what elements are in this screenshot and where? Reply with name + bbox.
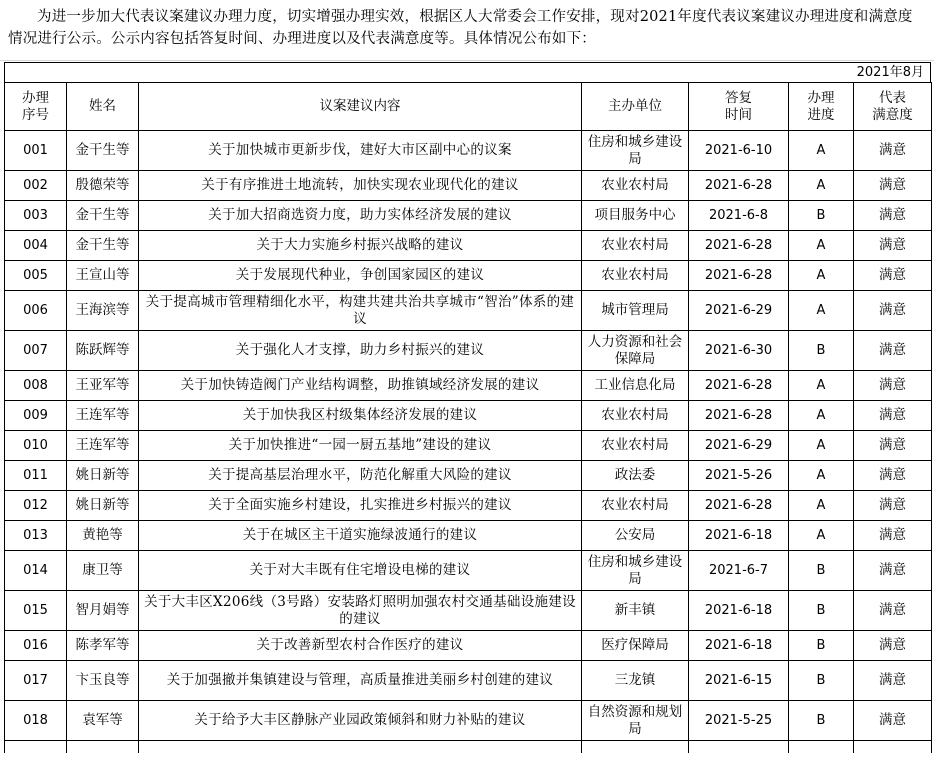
row-name: 王宣山等	[67, 261, 139, 291]
row-seq: 018	[5, 701, 67, 741]
table-body	[5, 131, 932, 754]
row-seq: 017	[5, 661, 67, 701]
row-reply-date: 2021-6-10	[689, 131, 789, 171]
row-reply-date: 2021-6-28	[689, 231, 789, 261]
row-name: 陈孝军等	[67, 631, 139, 661]
row-progress: B	[789, 661, 854, 701]
table-row	[5, 491, 932, 521]
row-seq: 014	[5, 551, 67, 591]
row-satisfaction: 满意	[854, 331, 932, 371]
row-progress: A	[789, 401, 854, 431]
row-progress: A	[789, 261, 854, 291]
row-satisfaction: 满意	[854, 591, 932, 631]
row-reply-date: 2021-6-30	[689, 331, 789, 371]
row-unit: 住房和城乡建设局	[582, 551, 689, 591]
row-reply-date: 2021-6-28	[689, 171, 789, 201]
row-reply-date: 2021-6-29	[689, 291, 789, 331]
row-content: 关于大力实施乡村振兴战略的建议	[139, 231, 582, 261]
row-reply-date: 2021-6-28	[689, 371, 789, 401]
row-unit: 项目服务中心	[582, 201, 689, 231]
table-row	[5, 701, 932, 741]
row-unit: 农业农村局	[582, 261, 689, 291]
row-progress: A	[789, 171, 854, 201]
row-reply-date: 2021-6-28	[689, 401, 789, 431]
row-content: 关于改善新型农村合作医疗的建议	[139, 631, 582, 661]
row-progress: A	[789, 131, 854, 171]
row-seq: 007	[5, 331, 67, 371]
row-seq: 002	[5, 171, 67, 201]
row-unit: 住房和城乡建设局	[582, 131, 689, 171]
row-content: 关于加大招商选资力度，助力实体经济发展的建议	[139, 201, 582, 231]
row-satisfaction: 满意	[854, 551, 932, 591]
row-satisfaction: 满意	[854, 131, 932, 171]
row-unit: 农业农村局	[582, 401, 689, 431]
row-name: 陈跃辉等	[67, 331, 139, 371]
row-unit: 人力资源和社会保障局	[582, 331, 689, 371]
row-content: 关于全面实施乡村建设，扎实推进乡村振兴的建议	[139, 491, 582, 521]
row-name: 黄艳等	[67, 521, 139, 551]
row-progress: B	[789, 701, 854, 741]
cutoff-cell	[67, 741, 139, 754]
row-reply-date: 2021-6-8	[689, 201, 789, 231]
row-progress: A	[789, 431, 854, 461]
table-header-row	[5, 83, 932, 131]
row-content: 关于加快铸造阀门产业结构调整，助推镇域经济发展的建议	[139, 371, 582, 401]
table-row	[5, 461, 932, 491]
cutoff-cell	[689, 741, 789, 754]
header-unit: 主办单位	[582, 83, 689, 131]
header-seq: 办理 序号	[5, 83, 67, 131]
row-satisfaction: 满意	[854, 461, 932, 491]
table-row	[5, 331, 932, 371]
row-progress: B	[789, 551, 854, 591]
row-name: 金干生等	[67, 201, 139, 231]
row-satisfaction: 满意	[854, 521, 932, 551]
table-row	[5, 661, 932, 701]
row-seq: 012	[5, 491, 67, 521]
row-reply-date: 2021-6-28	[689, 491, 789, 521]
row-reply-date: 2021-6-18	[689, 631, 789, 661]
row-progress: A	[789, 491, 854, 521]
header-name: 姓名	[67, 83, 139, 131]
row-unit: 工业信息化局	[582, 371, 689, 401]
row-name: 金干生等	[67, 131, 139, 171]
row-reply-date: 2021-5-25	[689, 701, 789, 741]
table-row	[5, 171, 932, 201]
row-seq: 005	[5, 261, 67, 291]
row-satisfaction: 满意	[854, 201, 932, 231]
table-row	[5, 231, 932, 261]
row-content: 关于加强撤并集镇建设与管理，高质量推进美丽乡村创建的建议	[139, 661, 582, 701]
header-satisfaction: 代表 满意度	[854, 83, 932, 131]
header-progress: 办理 进度	[789, 83, 854, 131]
row-unit: 政法委	[582, 461, 689, 491]
row-name: 康卫等	[67, 551, 139, 591]
table-row	[5, 431, 932, 461]
row-seq: 009	[5, 401, 67, 431]
row-name: 王连军等	[67, 401, 139, 431]
row-name: 卞玉良等	[67, 661, 139, 701]
row-name: 姚日新等	[67, 491, 139, 521]
row-progress: B	[789, 331, 854, 371]
cutoff-cell	[5, 741, 67, 754]
row-reply-date: 2021-6-18	[689, 591, 789, 631]
row-satisfaction: 满意	[854, 491, 932, 521]
row-content: 关于加快城市更新步伐，建好大市区副中心的议案	[139, 131, 582, 171]
date-label: 2021年8月	[4, 62, 931, 82]
divider	[0, 60, 934, 61]
row-name: 金干生等	[67, 231, 139, 261]
table-row	[5, 631, 932, 661]
row-name: 袁军等	[67, 701, 139, 741]
row-unit: 三龙镇	[582, 661, 689, 701]
row-unit: 农业农村局	[582, 231, 689, 261]
table-row	[5, 201, 932, 231]
row-name: 王海滨等	[67, 291, 139, 331]
table-row	[5, 371, 932, 401]
row-seq: 015	[5, 591, 67, 631]
row-seq: 003	[5, 201, 67, 231]
row-satisfaction: 满意	[854, 661, 932, 701]
row-seq: 013	[5, 521, 67, 551]
row-progress: A	[789, 521, 854, 551]
table-row-cutoff	[5, 741, 932, 754]
row-seq: 008	[5, 371, 67, 401]
row-reply-date: 2021-6-28	[689, 261, 789, 291]
row-content: 关于提高基层治理水平，防范化解重大风险的建议	[139, 461, 582, 491]
row-progress: A	[789, 371, 854, 401]
table-row	[5, 521, 932, 551]
row-unit: 自然资源和规划局	[582, 701, 689, 741]
row-name: 姚日新等	[67, 461, 139, 491]
table-row	[5, 551, 932, 591]
row-seq: 004	[5, 231, 67, 261]
table-row	[5, 261, 932, 291]
row-reply-date: 2021-5-26	[689, 461, 789, 491]
row-progress: B	[789, 591, 854, 631]
row-progress: B	[789, 631, 854, 661]
intro-paragraph	[0, 0, 934, 62]
row-progress: B	[789, 201, 854, 231]
row-unit: 新丰镇	[582, 591, 689, 631]
row-reply-date: 2021-6-15	[689, 661, 789, 701]
row-satisfaction: 满意	[854, 371, 932, 401]
row-satisfaction: 满意	[854, 701, 932, 741]
row-reply-date: 2021-6-29	[689, 431, 789, 461]
row-satisfaction: 满意	[854, 401, 932, 431]
row-unit: 公安局	[582, 521, 689, 551]
cutoff-cell	[854, 741, 932, 754]
row-content: 关于有序推进土地流转，加快实现农业现代化的建议	[139, 171, 582, 201]
row-content: 关于提高城市管理精细化水平，构建共建共治共享城市“智治”体系的建议	[139, 291, 582, 331]
row-seq: 016	[5, 631, 67, 661]
cutoff-cell	[582, 741, 689, 754]
cutoff-cell	[139, 741, 582, 754]
row-name: 智月娟等	[67, 591, 139, 631]
row-reply-date: 2021-6-7	[689, 551, 789, 591]
row-progress: A	[789, 231, 854, 261]
row-content: 关于大丰区X206线（3号路）安装路灯照明加强农村交通基础设施建设的建议	[139, 591, 582, 631]
row-content: 关于加快我区村级集体经济发展的建议	[139, 401, 582, 431]
header-content: 议案建议内容	[139, 83, 582, 131]
row-seq: 006	[5, 291, 67, 331]
row-seq: 010	[5, 431, 67, 461]
row-seq: 011	[5, 461, 67, 491]
row-satisfaction: 满意	[854, 231, 932, 261]
row-content: 关于在城区主干道实施绿波通行的建议	[139, 521, 582, 551]
table-row	[5, 291, 932, 331]
row-satisfaction: 满意	[854, 631, 932, 661]
table-row	[5, 401, 932, 431]
row-satisfaction: 满意	[854, 261, 932, 291]
row-satisfaction: 满意	[854, 171, 932, 201]
row-unit: 医疗保障局	[582, 631, 689, 661]
header-reply: 答复 时间	[689, 83, 789, 131]
row-unit: 城市管理局	[582, 291, 689, 331]
row-content: 关于发展现代种业，争创国家园区的建议	[139, 261, 582, 291]
row-progress: A	[789, 291, 854, 331]
row-progress: A	[789, 461, 854, 491]
row-name: 王亚军等	[67, 371, 139, 401]
row-reply-date: 2021-6-18	[689, 521, 789, 551]
row-content: 关于对大丰既有住宅增设电梯的建议	[139, 551, 582, 591]
row-satisfaction: 满意	[854, 291, 932, 331]
row-unit: 农业农村局	[582, 431, 689, 461]
row-content: 关于强化人才支撑，助力乡村振兴的建议	[139, 331, 582, 371]
table-row	[5, 131, 932, 171]
cutoff-cell	[789, 741, 854, 754]
table-row	[5, 591, 932, 631]
row-name: 殷德荣等	[67, 171, 139, 201]
intro-text: 为进一步加大代表议案建议办理力度，切实增强办理实效，根据区人大常委会工作安排，现对2021年度代表议案建议办理进度和满意度情况进行公示。公示内容包括答复时间、办理进度以及代表满意度等。具体情况公布如下：	[8, 9, 913, 47]
row-content: 关于给予大丰区静脉产业园政策倾斜和财力补贴的建议	[139, 701, 582, 741]
row-unit: 农业农村局	[582, 171, 689, 201]
proposals-table	[4, 82, 932, 753]
row-unit: 农业农村局	[582, 491, 689, 521]
row-name: 王连军等	[67, 431, 139, 461]
row-satisfaction: 满意	[854, 431, 932, 461]
row-content: 关于加快推进“一园一厨五基地”建设的建议	[139, 431, 582, 461]
row-seq: 001	[5, 131, 67, 171]
